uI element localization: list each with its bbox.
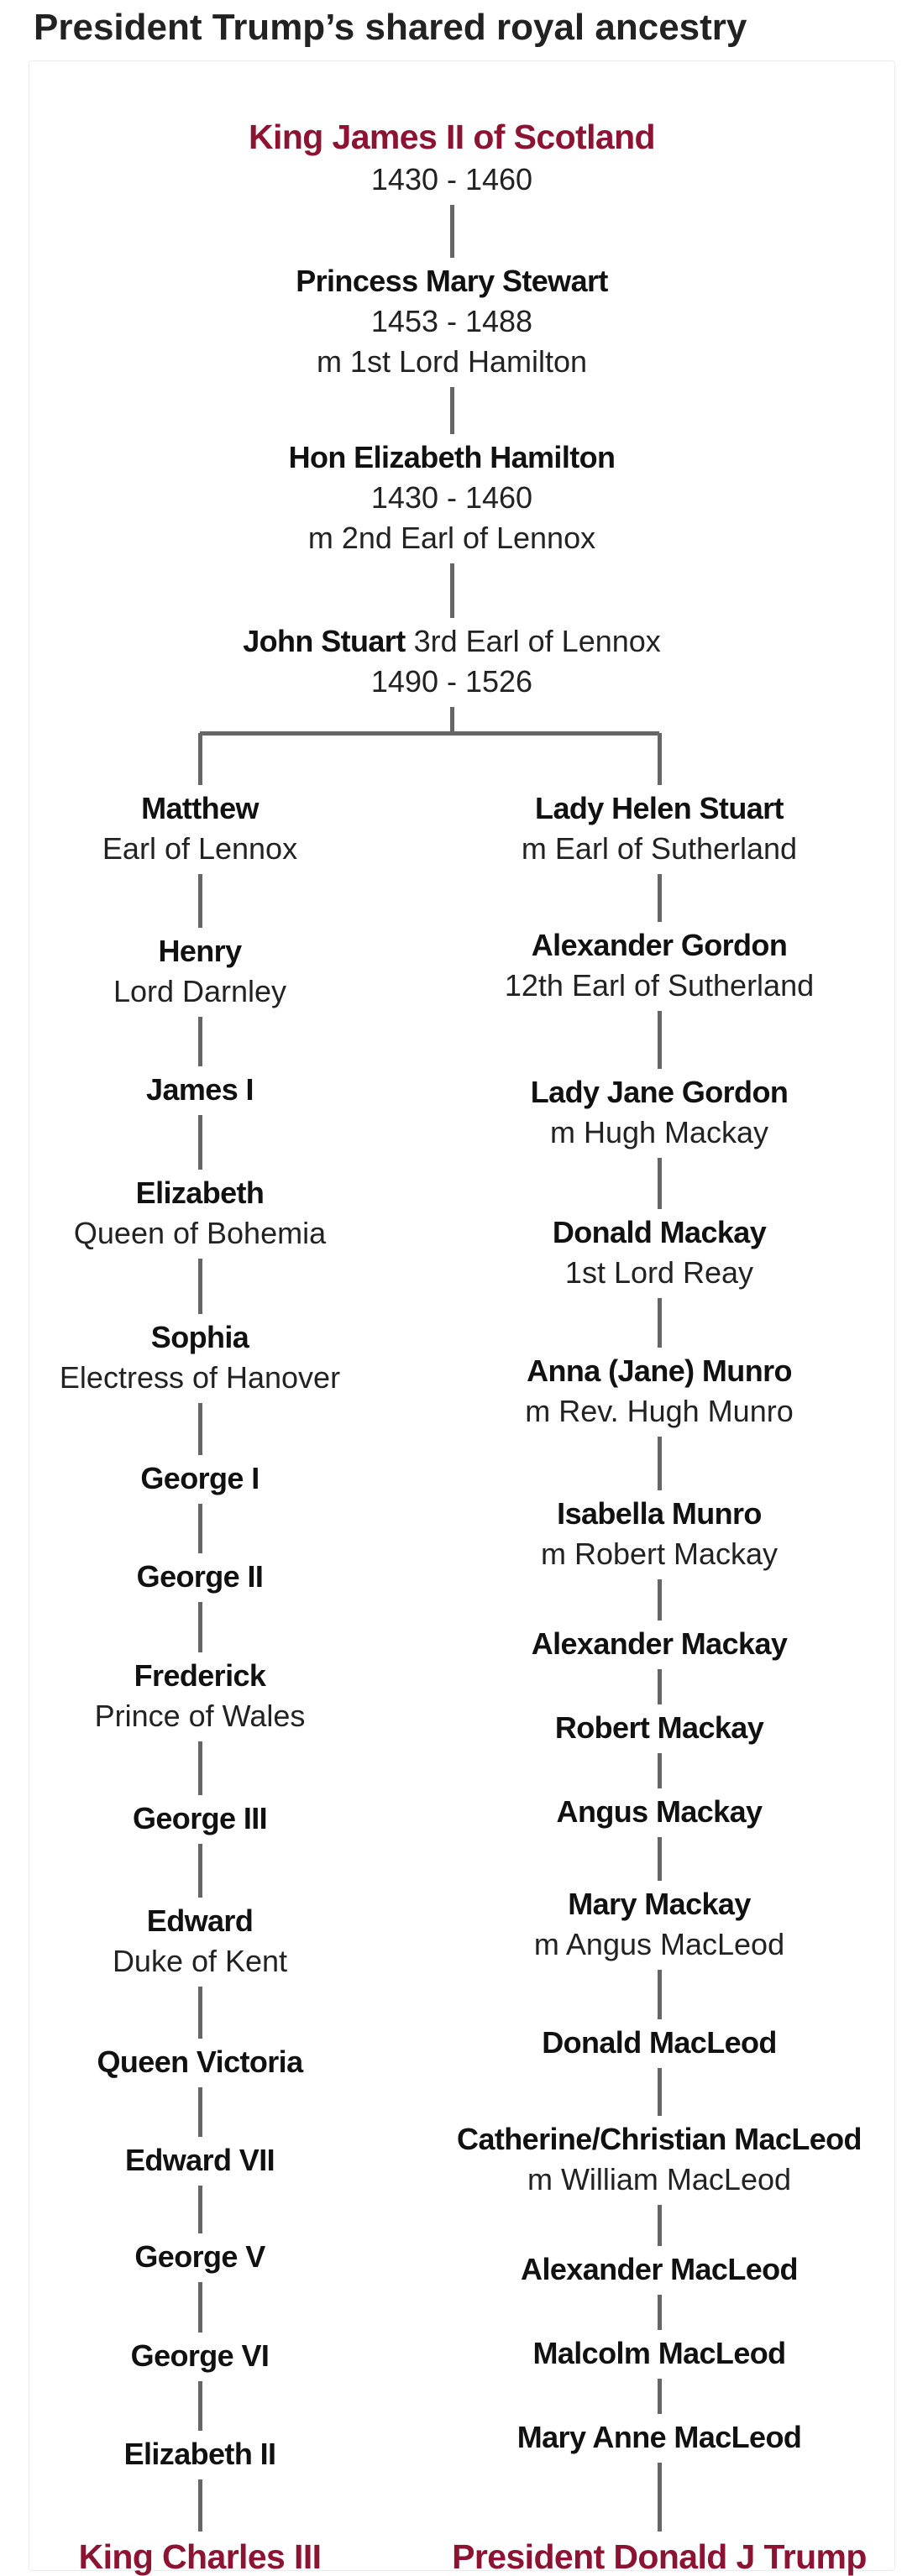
person-line (553, 1217, 766, 1248)
top-chain-connector (450, 707, 454, 733)
person-line (140, 1463, 259, 1494)
person-alexander-gordon (505, 930, 814, 1001)
person-name: George V (134, 2239, 265, 2274)
person-name: Elizabeth II (123, 2437, 276, 2471)
person-malcolm-macleod (532, 2338, 785, 2369)
right-chain-connector (658, 1011, 662, 1069)
person-line (532, 2338, 785, 2369)
top-chain-connector (450, 205, 454, 258)
person-name: Anna (Jane) Munro (527, 1353, 792, 1388)
left-chain-connector (198, 2479, 202, 2531)
person-elizabeth-ii (124, 2439, 276, 2469)
person-detail: 1430 - 1460 (370, 162, 533, 196)
person-queen-victoria (97, 2047, 302, 2077)
person-name: Alexander MacLeod (521, 2252, 798, 2286)
branch-drop-right (658, 733, 662, 785)
left-chain-connector (198, 1987, 202, 2039)
left-chain-connector (198, 2282, 202, 2333)
person-detail: 1490 - 1526 (370, 664, 533, 699)
person-edward (112, 1903, 288, 1978)
person-king-james-ii-of-scotland (249, 120, 655, 195)
person-name: Matthew (141, 791, 259, 825)
person-name: Catherine/Christian MacLeod (457, 2122, 862, 2156)
right-chain-connector (658, 2379, 662, 2414)
branch-drop-left (198, 733, 202, 785)
person-name: George VI (130, 2338, 270, 2373)
person-line (525, 1353, 793, 1388)
person-name: Sophia (150, 1320, 249, 1354)
left-chain-connector (198, 2186, 202, 2233)
person-line (113, 936, 286, 966)
person-donald-macleod (542, 2025, 777, 2060)
right-chain-connector (658, 1298, 662, 1348)
person-elizabeth (73, 1175, 327, 1250)
left-chain-connector (198, 1403, 202, 1455)
top-chain-connector (450, 387, 454, 434)
right-chain-connector (658, 1669, 662, 1704)
person-line (517, 2422, 802, 2453)
person-name: Donald Mackay (552, 1215, 767, 1249)
person-line (556, 1794, 763, 1829)
person-detail: m 2nd Earl of Lennox (307, 521, 596, 555)
right-chain-connector (658, 874, 662, 922)
person-name: George I (140, 1461, 260, 1495)
person-detail: Earl of Lennox (102, 831, 298, 866)
right-chain-connector (658, 1579, 662, 1620)
person-name: Elizabeth (135, 1175, 265, 1210)
person-line (534, 1889, 784, 1919)
right-chain-connector (658, 1437, 662, 1490)
person-name: King James II of Scotland (249, 118, 655, 156)
person-name: George II (136, 1559, 264, 1594)
person-name: President Donald J Trump (452, 2537, 867, 2576)
person-line (554, 1710, 764, 1745)
person-line (249, 120, 655, 154)
left-chain-connector (198, 1504, 202, 1553)
person-line (146, 1072, 254, 1107)
person-robert-mackay (554, 1710, 764, 1745)
left-chain-connector (198, 874, 202, 928)
person-detail: m William MacLeod (527, 2162, 792, 2196)
person-name: Frederick (134, 1658, 266, 1693)
person-title: 3rd Earl of Lennox (405, 624, 661, 658)
person-detail: 1430 - 1460 (370, 480, 533, 515)
person-line (243, 626, 661, 657)
person-catherine-christian-macleod (457, 2124, 862, 2195)
person-name: Alexander Gordon (531, 928, 788, 962)
person-name: Malcolm MacLeod (532, 2336, 786, 2370)
person-line (74, 1175, 326, 1210)
right-chain-connector (658, 1753, 662, 1788)
person-matthew (102, 793, 297, 864)
person-detail: 1453 - 1488 (370, 304, 533, 338)
branch-bar (200, 731, 659, 736)
person-george-ii (136, 1559, 264, 1594)
right-chain-connector (658, 1970, 662, 2019)
person-line (124, 2439, 276, 2469)
person-name: Lady Helen Stuart (535, 791, 784, 825)
person-name: Queen Victoria (97, 2045, 303, 2079)
person-isabella-munro (540, 1496, 779, 1571)
person-line (296, 266, 608, 296)
person-detail: Prince of Wales (94, 1699, 306, 1733)
person-line (113, 1903, 287, 1938)
person-line (125, 2145, 275, 2175)
person-name: Princess Mary Stewart (296, 264, 608, 298)
person-name: Alexander Mackay (531, 1626, 788, 1661)
person-line (132, 1801, 268, 1835)
person-line (531, 1626, 788, 1661)
person-name: Edward VII (124, 2143, 275, 2177)
person-donald-mackay (553, 1217, 766, 1288)
person-detail: Duke of Kent (112, 1944, 288, 1978)
person-john-stuart (243, 626, 661, 697)
person-line (289, 442, 616, 473)
person-name: Lady Jane Gordon (530, 1075, 789, 1109)
person-name: Hon Elizabeth Hamilton (288, 440, 616, 474)
person-edward-vii (125, 2145, 275, 2175)
person-henry (113, 936, 286, 1007)
left-chain-connector (198, 1259, 202, 1314)
person-hon-elizabeth-hamilton (289, 442, 616, 553)
person-line (542, 2025, 777, 2060)
person-name: Angus Mackay (556, 1794, 763, 1829)
left-chain-connector (198, 2381, 202, 2431)
person-name: Robert Mackay (554, 1710, 764, 1745)
person-name: Edward (146, 1903, 254, 1938)
person-lady-jane-gordon (531, 1077, 788, 1148)
person-george-vi (130, 2338, 270, 2373)
right-chain-connector (658, 2295, 662, 2330)
person-detail: m Angus MacLeod (533, 1927, 785, 1961)
person-detail: Electress of Hanover (59, 1360, 341, 1395)
person-detail: m Rev. Hugh Munro (525, 1394, 794, 1428)
person-name: Isabella Munro (557, 1496, 762, 1531)
person-detail: Queen of Bohemia (73, 1216, 327, 1250)
person-name: King Charles III (78, 2537, 322, 2576)
person-line (522, 793, 797, 824)
person-line (457, 2124, 862, 2155)
person-line (102, 793, 297, 824)
person-sophia (60, 1322, 340, 1393)
person-anna-jane-munro (525, 1353, 794, 1428)
person-princess-mary-stewart (296, 266, 608, 377)
left-chain-connector (198, 1844, 202, 1898)
right-chain-connector (658, 2068, 662, 2116)
person-line (130, 2338, 270, 2373)
person-george-v (134, 2239, 265, 2274)
left-chain-connector (198, 1017, 202, 1066)
person-line (60, 1322, 340, 1353)
person-mary-anne-macleod (517, 2422, 802, 2453)
person-detail: Lord Darnley (113, 974, 287, 1008)
person-frederick (94, 1658, 306, 1733)
left-chain-connector (198, 1741, 202, 1795)
person-name: James I (146, 1072, 254, 1107)
person-name: John Stuart (243, 624, 406, 658)
person-james-i (146, 1072, 254, 1107)
person-lady-helen-stuart (522, 793, 797, 864)
top-chain-connector (450, 563, 454, 618)
person-line (97, 2047, 302, 2077)
person-detail: m Earl of Sutherland (521, 831, 798, 866)
person-name: Mary Anne MacLeod (516, 2420, 802, 2454)
person-line (505, 930, 814, 961)
right-chain-connector (658, 2205, 662, 2246)
person-detail: 12th Earl of Sutherland (504, 968, 815, 1003)
person-detail: m Hugh Mackay (549, 1115, 769, 1149)
person-george-i (140, 1463, 259, 1494)
page-title: President Trump’s shared royal ancestry (34, 7, 747, 48)
person-line (95, 1658, 306, 1693)
person-alexander-mackay (531, 1626, 788, 1661)
left-chain-connector (198, 2087, 202, 2137)
person-line (531, 1077, 788, 1107)
person-detail: m 1st Lord Hamilton (316, 344, 588, 379)
person-name: Mary Mackay (568, 1887, 751, 1921)
person-detail: m Robert Mackay (540, 1537, 779, 1571)
right-chain-connector (658, 1837, 662, 1881)
person-name: Donald MacLeod (542, 2025, 777, 2060)
person-line (136, 1559, 264, 1594)
right-chain-connector (658, 1158, 662, 1209)
person-george-iii (132, 1801, 268, 1835)
left-chain-connector (198, 1602, 202, 1652)
left-chain-connector (198, 1115, 202, 1170)
person-line (134, 2239, 265, 2274)
person-name: Henry (158, 934, 242, 968)
person-mary-mackay (534, 1889, 784, 1960)
person-line (541, 1496, 778, 1531)
person-detail: 1st Lord Reay (564, 1255, 754, 1290)
person-name: George III (132, 1801, 268, 1835)
person-line (521, 2254, 798, 2285)
person-alexander-macleod (521, 2254, 798, 2285)
person-angus-mackay (556, 1794, 763, 1829)
right-chain-connector (658, 2463, 662, 2531)
